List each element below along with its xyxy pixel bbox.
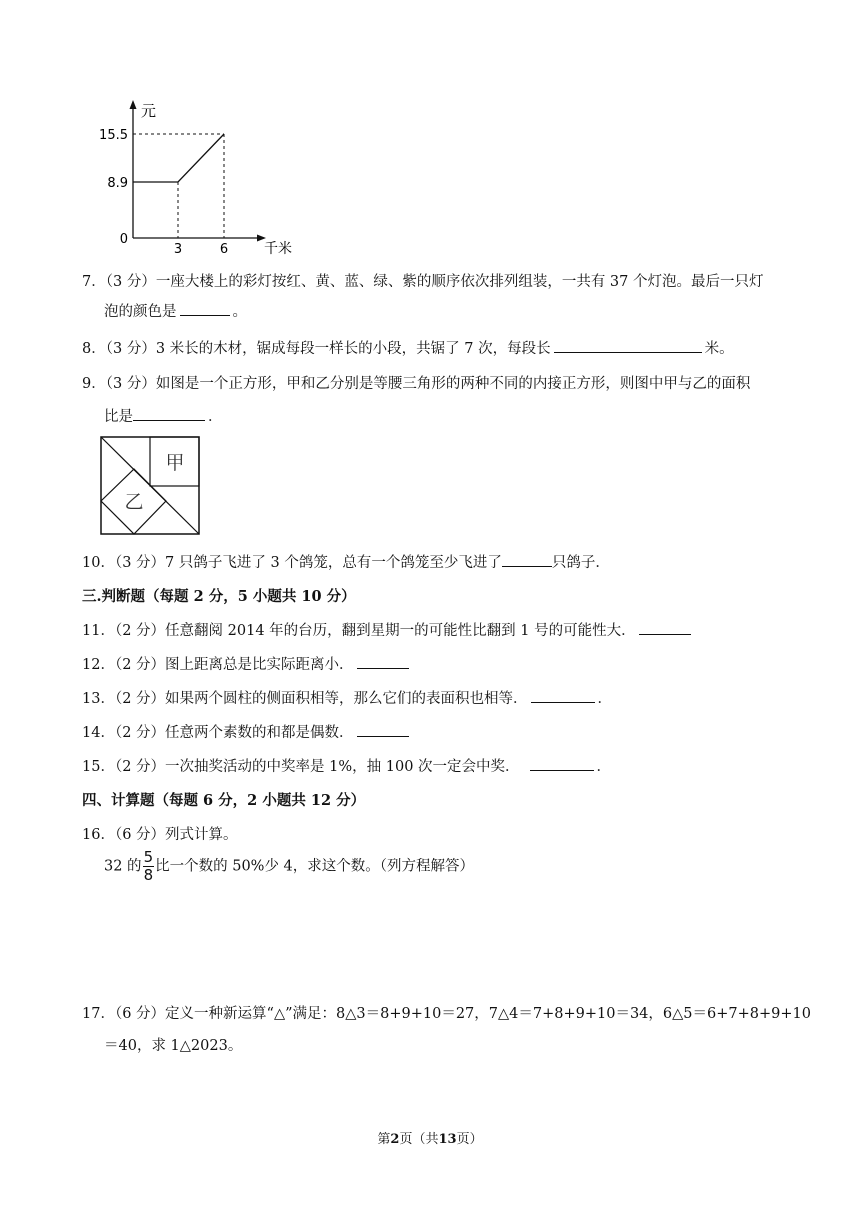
footer-text: 页（共 — [399, 1132, 439, 1147]
question-text: ＝40，求 1△2023。 — [104, 1038, 243, 1054]
label-yi: 乙 — [124, 491, 144, 513]
page-number: 2 — [390, 1132, 400, 1147]
question-text: （2 分）一次抽奖活动的中奖率是 1%，抽 100 次一定会中奖． — [114, 759, 520, 775]
question-7-line1 — [82, 270, 763, 291]
question-9-line2 — [104, 405, 223, 426]
answer-blank[interactable] — [530, 756, 594, 771]
question-text: （2 分）图上距离总是比实际距离小． — [114, 657, 354, 673]
footer-text: 第 — [377, 1132, 391, 1147]
label-jia: 甲 — [165, 452, 185, 474]
question-10 — [82, 551, 610, 572]
fare-graph — [90, 96, 320, 256]
question-17-line1 — [82, 1002, 811, 1023]
question-text: 比一个数的 50%少 4，求这个数。（列方程解答） — [155, 858, 475, 875]
answer-blank[interactable] — [554, 338, 702, 353]
question-number: 8． — [82, 341, 106, 357]
question-8 — [82, 337, 734, 358]
question-15 — [82, 755, 611, 776]
question-text: （2 分）任意两个素数的和都是偶数． — [114, 725, 354, 741]
question-text: 米。 — [704, 341, 734, 357]
answer-blank[interactable] — [180, 301, 230, 316]
question-number: 15． — [82, 759, 115, 775]
question-text: （2 分）如果两个圆柱的侧面积相等，那么它们的表面积也相等． — [114, 691, 528, 707]
question-text: ． — [597, 691, 613, 707]
fraction — [143, 850, 155, 883]
question-16-line1 — [82, 823, 238, 844]
question-text: （3 分）一座大楼上的彩灯按红、黄、蓝、绿、紫的顺序依次排列组装，一共有 37 个灯泡。最后一只灯 — [105, 274, 764, 290]
question-7-line2 — [104, 300, 247, 321]
answer-blank[interactable] — [357, 654, 409, 669]
answer-blank[interactable] — [531, 688, 595, 703]
square-figure — [100, 436, 202, 536]
question-number: 9． — [82, 376, 106, 392]
question-number: 13． — [82, 691, 115, 707]
section-3-heading: 三.判断题（每题 2 分，5 小题共 10 分） — [82, 588, 356, 605]
question-number: 11． — [82, 623, 115, 639]
origin-label: 0 — [119, 232, 128, 247]
question-number: 10． — [82, 555, 115, 571]
question-number: 7． — [82, 274, 106, 290]
question-number: 12． — [82, 657, 115, 673]
page-total: 13 — [438, 1132, 457, 1147]
question-text: （3 分）如图是一个正方形，甲和乙分别是等腰三角形的两种不同的内接正方形，则图中甲与乙的面积 — [105, 376, 751, 392]
y-axis-arrow — [130, 100, 137, 109]
question-number: 16． — [82, 827, 115, 843]
x-tick-label: 3 — [173, 242, 183, 256]
y-tick-label: 8.9 — [107, 176, 128, 191]
section-4-heading: 四、计算题（每题 6 分，2 小题共 12 分） — [82, 792, 366, 809]
question-text: （3 分）3 米长的木材，锯成每段一样长的小段，共锯了 7 次，每段长 — [105, 341, 551, 357]
question-text: （2 分）任意翻阅 2014 年的台历，翻到星期一的可能性比翻到 1 号的可能性大． — [114, 623, 636, 639]
question-text: （6 分）定义一种新运算“△”满足：8△3＝8+9+10＝27，7△4＝7+8+9+10＝34，6△5＝6+7+8+9+10 — [114, 1006, 811, 1022]
fraction-numerator: 5 — [143, 848, 154, 866]
fraction-denominator: 8 — [143, 866, 154, 884]
question-text: ． — [596, 759, 612, 775]
question-text: 比是 — [104, 409, 133, 425]
page-footer — [0, 1128, 860, 1147]
question-text: 32 的 — [104, 858, 142, 875]
question-11 — [82, 619, 694, 640]
question-text: （6 分）列式计算。 — [114, 827, 238, 843]
question-12 — [82, 653, 412, 674]
y-unit-label: 元 — [141, 102, 157, 120]
question-text: ． — [208, 409, 223, 425]
question-number: 14． — [82, 725, 115, 741]
footer-text: 页） — [456, 1132, 483, 1147]
question-9-line1 — [82, 372, 750, 393]
answer-blank[interactable] — [357, 722, 409, 737]
question-text: 泡的颜色是 — [104, 304, 177, 320]
y-tick-label: 15.5 — [99, 128, 128, 143]
answer-blank[interactable] — [502, 552, 552, 567]
question-text: 。 — [232, 304, 247, 320]
answer-blank[interactable] — [639, 620, 691, 635]
answer-blank[interactable] — [133, 406, 205, 421]
x-unit-label: 千米 — [264, 241, 292, 256]
question-16-line2 — [104, 850, 474, 883]
question-number: 17． — [82, 1006, 115, 1022]
fare-line — [133, 134, 224, 182]
question-text: 只鸽子． — [551, 555, 610, 571]
x-tick-label: 6 — [219, 242, 229, 256]
question-text: （3 分）7 只鸽子飞进了 3 个鸽笼，总有一个鸽笼至少飞进了 — [114, 555, 502, 571]
question-14 — [82, 721, 412, 742]
question-17-line2 — [104, 1034, 242, 1055]
question-13 — [82, 687, 612, 708]
